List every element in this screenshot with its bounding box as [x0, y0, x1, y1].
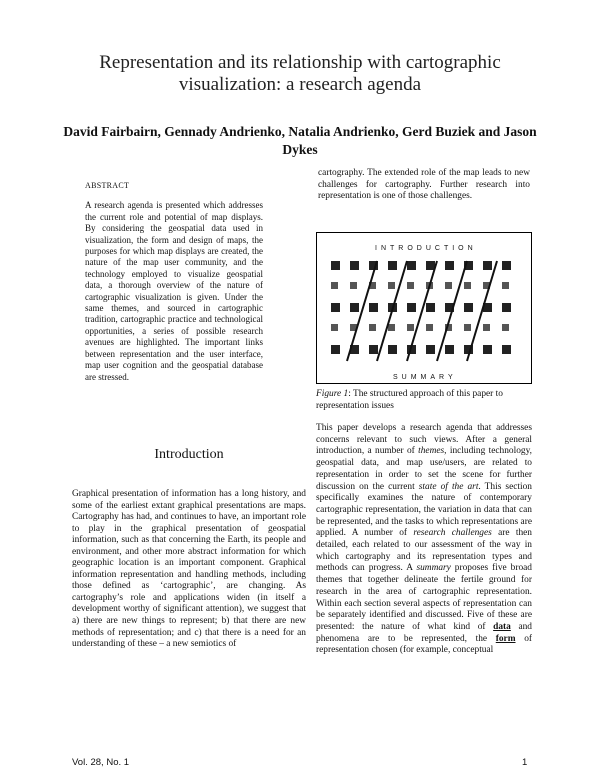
body-text: and phenomena are to be represented, the [316, 621, 532, 644]
diagram-block [464, 303, 473, 312]
diagram-block [331, 345, 340, 354]
body-emphasis-form: form [495, 633, 516, 644]
diagram-block [369, 345, 378, 354]
diagram-block [483, 345, 492, 354]
figure-caption-text: : The structured approach of this paper to representation issues [316, 389, 503, 411]
body-text: of representation chosen (for example, conceptual [316, 633, 532, 656]
introduction-text: Graphical presentation of information has a long history, and some of the earliest extant graphical presentations are maps. Cartography has had, and continues to have, an important role to play in the graphical presentation of geospatial information, such as that concerning the Earth, its people and environment, and other more abstract information for which geographic location is an important component. Graphical information representation and handling methods, including those defined as ‘cartographic’, are changing. As cartography’s role and applications widen (in itself a development worthy of significant attention), we suggest that a) there are new things to represent; b) that there are new methods of representation; and c) that there is a need for an understanding of these – a new semiotics of [72, 489, 306, 650]
continuation-text: cartography. The extended role of the map leads to new challenges for cartography. Further research into representation is one of those challenges. [318, 168, 530, 202]
structure-diagram-svg [317, 233, 531, 383]
body-text: proposes five broad themes that together delineate the fertile ground for research in the area of cartographic representation. Within each section several aspects of representation can be separately identified and discussed. Five of these are presented: the nature of what kind of [316, 563, 532, 632]
body-emphasis-summary: summary [416, 563, 451, 574]
diagram-block [464, 282, 471, 289]
diagram-block [407, 261, 416, 270]
diagram-block [426, 303, 435, 312]
diagram-block [331, 282, 338, 289]
diagram-block [407, 303, 416, 312]
figure-caption [316, 389, 532, 412]
diagram-block [331, 324, 338, 331]
diagram-block [426, 261, 435, 270]
diagram-block [388, 261, 397, 270]
diagram-block [483, 261, 492, 270]
figure-caption-label: Figure 1 [316, 389, 349, 399]
diagram-block [426, 324, 433, 331]
diagram-block [502, 345, 511, 354]
figure-top-label: INTRODUCTION [375, 245, 477, 252]
abstract [85, 180, 263, 383]
body-text: This paper develops a research agenda that addresses concerns relevant to such views. After a general introduction, a number of [316, 423, 532, 457]
diagram-block [350, 303, 359, 312]
diagram-block [464, 324, 471, 331]
diagram-block [388, 282, 395, 289]
diagram-block [369, 324, 376, 331]
diagram-block [445, 282, 452, 289]
diagram-block [350, 282, 357, 289]
diagram-block [331, 261, 340, 270]
diagram-block [502, 282, 509, 289]
diagram-block [407, 324, 414, 331]
body-emphasis-research-challenges: research challenges [413, 528, 492, 539]
diagram-block [388, 345, 397, 354]
diagram-block [369, 303, 378, 312]
diagram-block [331, 303, 340, 312]
body-emphasis-data: data [493, 621, 511, 632]
abstract-text: A research agenda is presented which addresses the current role and potential of map displays. By considering the geospatial data used in visualization, the form and design of maps, the purposes for which map displays are created, the nature of the map user community, and the technology employed to visualize geospatial data, a thorough overview of the nature of cartographic visualization is given. Under the same themes, and sourced in cartographic tradition, cartographic practice and technological opportunities, a series of possible research avenues are highlighted. The important links between representation and the user interface, map user cognition and the geospatial database are stressed. [85, 200, 263, 382]
footer-volume: Vol. 28, No. 1 [72, 757, 130, 768]
diagram-block [502, 303, 511, 312]
body-emphasis-themes: themes [418, 446, 445, 457]
introduction-heading: Introduction [154, 447, 224, 462]
abstract-heading: ABSTRACT [85, 181, 130, 190]
diagram-block [407, 282, 414, 289]
diagram-block [388, 324, 395, 331]
diagram-block [445, 345, 454, 354]
footer-page-number: 1 [522, 757, 528, 768]
diagram-block [483, 324, 490, 331]
figure-bottom-label: SUMMARY [393, 374, 457, 381]
body-emphasis-state-of-art: state of the art [418, 481, 479, 492]
diagram-block [426, 345, 435, 354]
diagram-block [502, 324, 509, 331]
body-text: , including technology, geospatial data, and map use/users, are related to representation in order to set the scene for further discussion on the current [316, 446, 532, 492]
body-text: . This section specifically examines the nature of contemporary cartographic representation, the variation in data that can be represented, and the tasks to which representations are applied. A number of [316, 481, 532, 539]
author-list: David Fairbairn, Gennady Andrienko, Natalia Andrienko, Gerd Buziek and Jason Dykes [63, 124, 537, 157]
figure-1-diagram [316, 232, 532, 384]
paper-title: Representation and its relationship with cartographic visualization: a research agenda [99, 52, 501, 95]
body-text: are then detailed, each related to our assessment of the way in which cartography and its representation types and methods can progress. A [316, 528, 532, 574]
right-column-body [316, 423, 532, 657]
diagram-block [350, 261, 359, 270]
diagram-block [445, 261, 454, 270]
diagram-block [502, 261, 511, 270]
